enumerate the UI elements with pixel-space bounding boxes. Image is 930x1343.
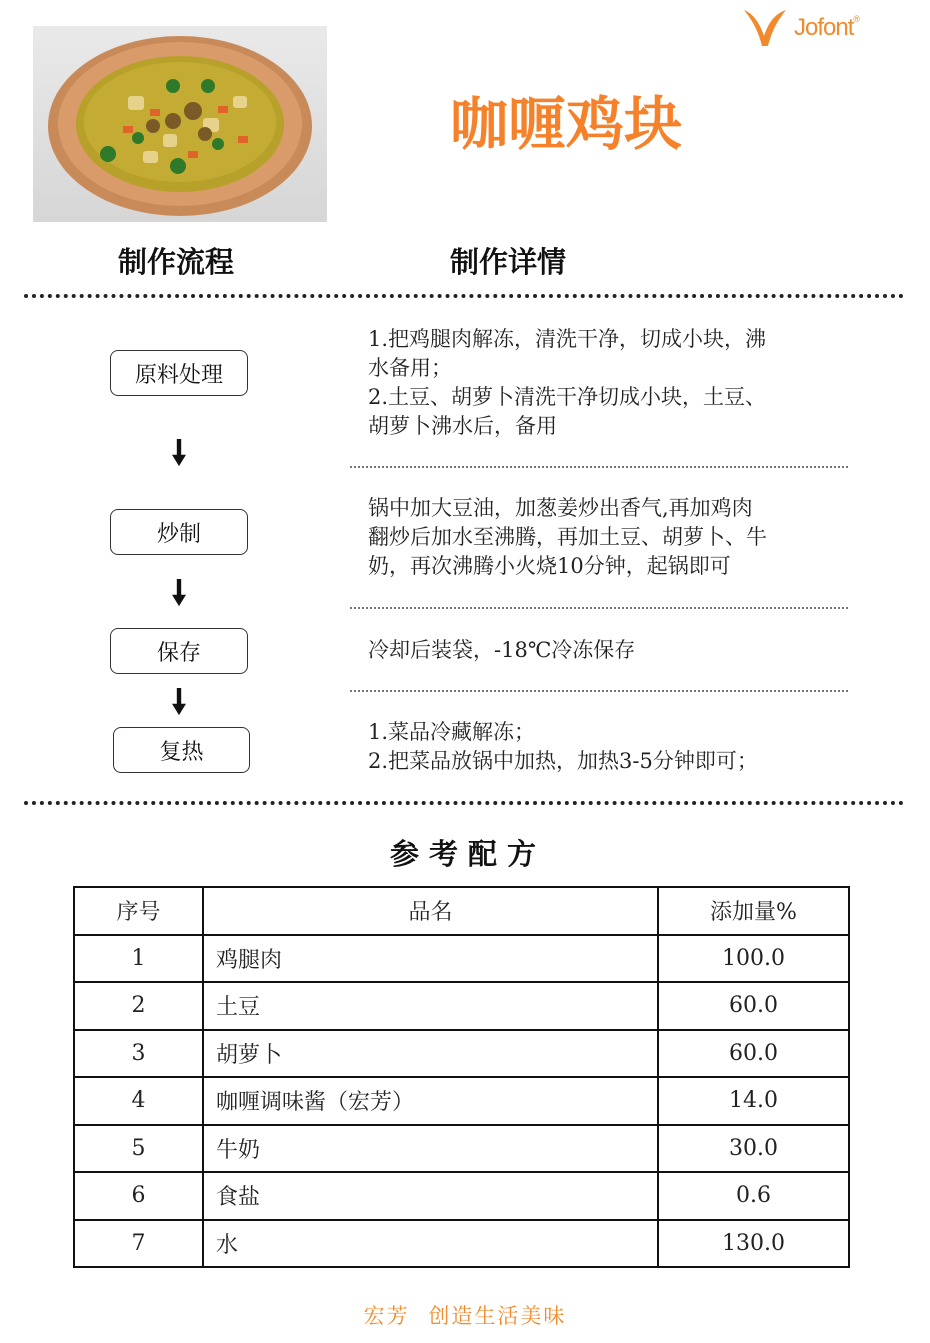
- arrow-down-icon: [172, 437, 186, 469]
- column-header-amount: 添加量%: [658, 887, 849, 935]
- column-header-no: 序号: [74, 887, 203, 935]
- cell-amount: 30.0: [658, 1125, 849, 1173]
- cell-amount: 130.0: [658, 1220, 849, 1268]
- cell-name: 水: [203, 1220, 658, 1268]
- cell-no: 6: [74, 1172, 203, 1220]
- detail-line: 翻炒后加水至沸腾，再加土豆、胡萝卜、牛: [368, 525, 767, 549]
- cell-amount: 14.0: [658, 1077, 849, 1125]
- cell-name: 食盐: [203, 1172, 658, 1220]
- table-header-row: [74, 887, 849, 935]
- formula-table: [73, 886, 850, 1268]
- process-heading: 制作流程: [118, 245, 235, 279]
- step-divider: [350, 466, 848, 468]
- cell-no: 5: [74, 1125, 203, 1173]
- section-divider: [24, 801, 904, 805]
- cell-name: 土豆: [203, 982, 658, 1030]
- table-row: [74, 1125, 849, 1173]
- detail-line: 1.菜品冷藏解冻；: [368, 720, 536, 744]
- column-header-name: 品名: [203, 887, 658, 935]
- detail-line: 2.把菜品放锅中加热，加热3-5分钟即可；: [368, 749, 758, 773]
- cell-no: 3: [74, 1030, 203, 1078]
- page-title: 咖喱鸡块: [450, 90, 683, 158]
- cell-name: 牛奶: [203, 1125, 658, 1173]
- detail-line: 冷却后装袋，-18℃冷冻保存: [368, 638, 636, 662]
- curry-bowl-illustration: [33, 26, 327, 222]
- detail-line: 锅中加大豆油，加葱姜炒出香气,再加鸡肉: [368, 496, 753, 520]
- registered-mark: ®: [853, 14, 860, 24]
- brand-logo: [740, 4, 890, 48]
- cell-amount: 0.6: [658, 1172, 849, 1220]
- arrow-down-icon: [172, 577, 186, 609]
- details-heading: 制作详情: [450, 245, 567, 279]
- detail-line: 2.土豆、胡萝卜清洗干净切成小块，土豆、: [368, 385, 767, 409]
- step-detail-reheat: [368, 718, 833, 776]
- table-row: [74, 1220, 849, 1268]
- cell-no: 1: [74, 935, 203, 983]
- table-row: [74, 982, 849, 1030]
- step-box-reheat: 复热: [113, 727, 250, 773]
- cell-amount: 60.0: [658, 982, 849, 1030]
- cell-name: 胡萝卜: [203, 1030, 658, 1078]
- detail-line: 奶，再次沸腾小火烧10分钟，起锅即可: [368, 554, 731, 578]
- arrow-down-icon: [172, 686, 186, 718]
- table-row: [74, 1172, 849, 1220]
- footer-slogan: 宏芳 创造生活美味: [363, 1304, 567, 1328]
- cell-amount: 100.0: [658, 935, 849, 983]
- step-detail-stir-fry: [368, 494, 833, 581]
- cell-no: 4: [74, 1077, 203, 1125]
- step-detail-raw-material: [368, 325, 833, 441]
- step-divider: [350, 607, 848, 609]
- detail-line: 1.把鸡腿肉解冻，清洗干净，切成小块，沸: [368, 327, 767, 351]
- step-box-storage: 保存: [110, 628, 248, 674]
- step-box-raw-material: 原料处理: [110, 350, 248, 396]
- cell-name: 鸡腿肉: [203, 935, 658, 983]
- step-detail-storage: [368, 636, 833, 665]
- formula-heading: 参考配方: [390, 837, 547, 871]
- detail-line: 胡萝卜沸水后，备用: [368, 414, 557, 438]
- cell-name: 咖喱调味酱（宏芳）: [203, 1077, 658, 1125]
- table-row: [74, 1030, 849, 1078]
- jofont-mark-icon: [740, 4, 790, 48]
- dish-photo: [33, 26, 327, 222]
- step-divider: [350, 690, 848, 692]
- cell-amount: 60.0: [658, 1030, 849, 1078]
- table-row: [74, 1077, 849, 1125]
- brand-logo-text: Jofont®: [794, 14, 860, 41]
- cell-no: 2: [74, 982, 203, 1030]
- cell-no: 7: [74, 1220, 203, 1268]
- table-row: [74, 935, 849, 983]
- step-box-stir-fry: 炒制: [110, 509, 248, 555]
- detail-line: 水备用；: [368, 356, 452, 380]
- section-divider: [24, 294, 904, 298]
